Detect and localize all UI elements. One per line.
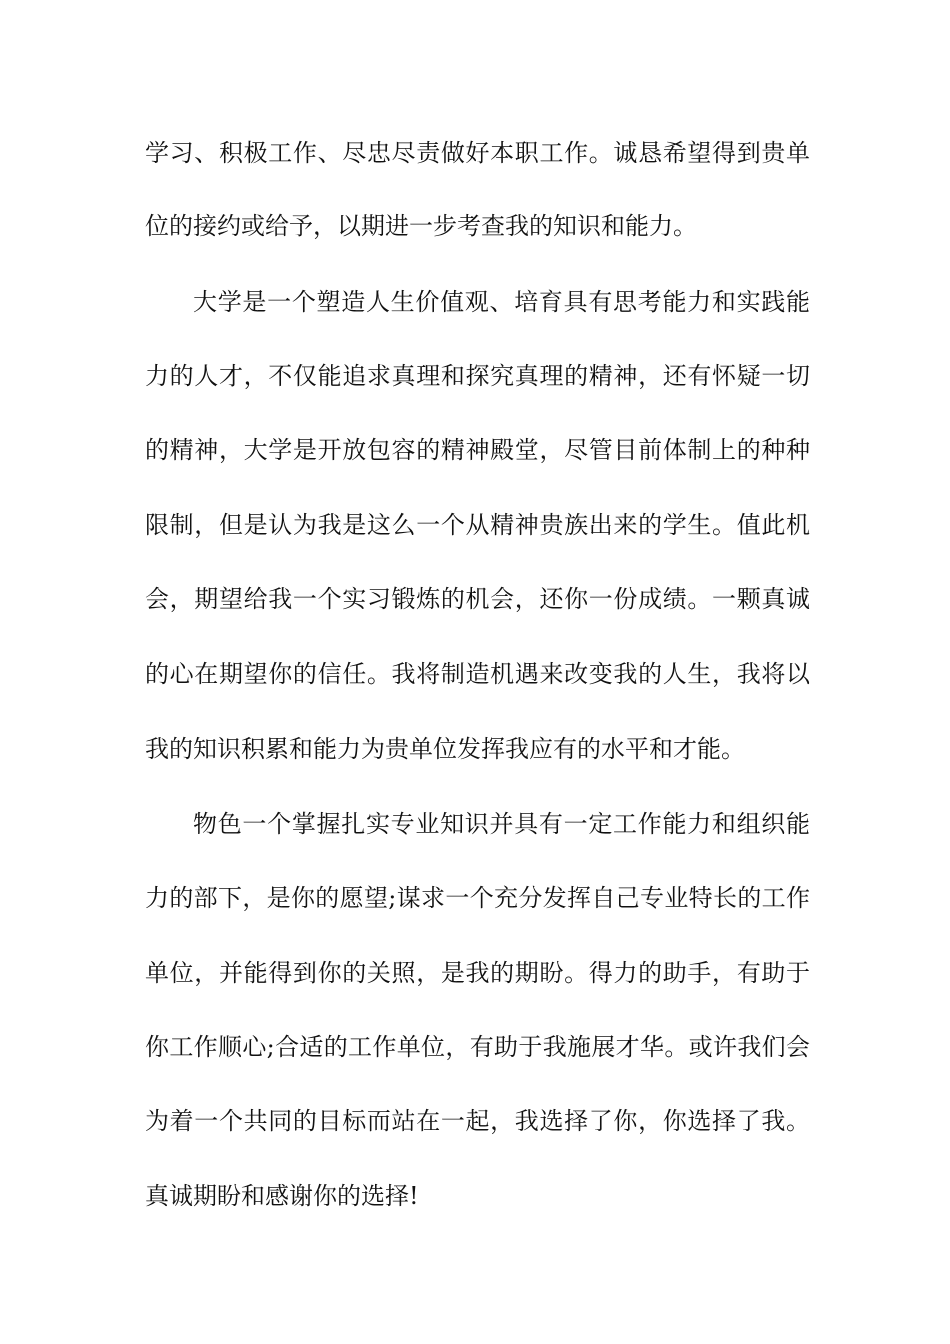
- paragraph-3-line-2: 力的部下，是你的愿望;谋求一个充分发挥自己专业特长的工作: [145, 884, 810, 912]
- paragraph-3-line-4: 你工作顺心;合适的工作单位，有助于我施展才华。或许我们会: [145, 1033, 810, 1061]
- paragraph-3-line-3: 单位，并能得到你的关照，是我的期盼。得力的助手，有助于: [145, 959, 810, 987]
- paragraph-3-line-6: 真诚期盼和感谢你的选择!: [145, 1182, 419, 1210]
- paragraph-3-line-5: 为着一个共同的目标而站在一起，我选择了你，你选择了我。: [145, 1107, 810, 1135]
- paragraph-2-line-7: 我的知识积累和能力为贵单位发挥我应有的水平和才能。: [145, 735, 745, 763]
- paragraph-1-line-1: 学习、积极工作、尽忠尽责做好本职工作。诚恳希望得到贵单: [145, 139, 810, 167]
- paragraph-2-line-4: 限制，但是认为我是这么一个从精神贵族出来的学生。值此机: [145, 511, 810, 539]
- paragraph-2-line-3: 的精神，大学是开放包容的精神殿堂，尽管目前体制上的种种: [145, 436, 810, 464]
- paragraph-2-line-2: 力的人才，不仅能追求真理和探究真理的精神，还有怀疑一切: [145, 362, 810, 390]
- paragraph-2-line-1: 大学是一个塑造人生价值观、培育具有思考能力和实践能: [193, 288, 810, 316]
- paragraph-1-line-2: 位的接约或给予，以期进一步考查我的知识和能力。: [145, 212, 697, 240]
- paragraph-2-line-5: 会，期望给我一个实习锻炼的机会，还你一份成绩。一颗真诚: [145, 585, 810, 613]
- paragraph-3-line-1: 物色一个掌握扎实专业知识并具有一定工作能力和组织能: [193, 810, 810, 838]
- paragraph-2-line-6: 的心在期望你的信任。我将制造机遇来改变我的人生，我将以: [145, 660, 810, 688]
